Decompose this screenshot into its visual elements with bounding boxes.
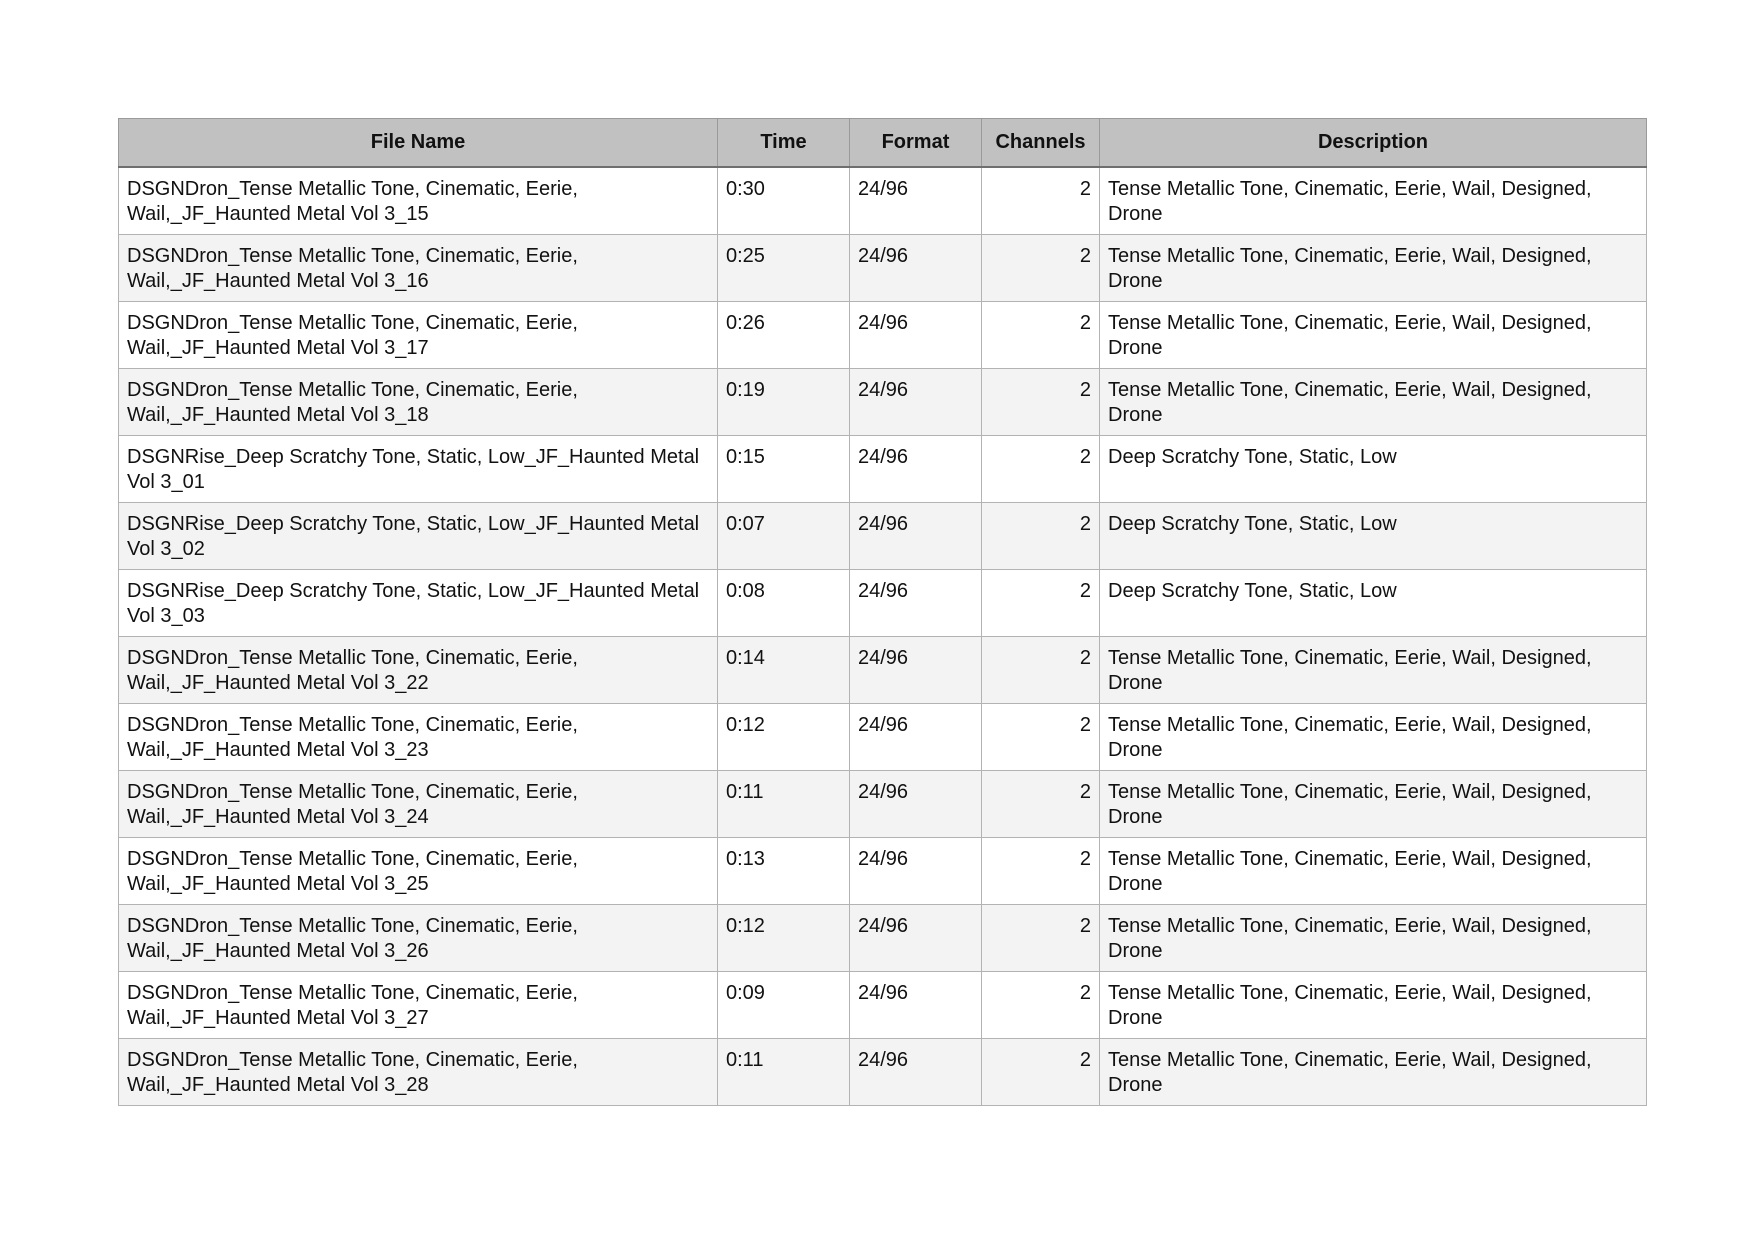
cell-time: 0:07 (718, 502, 850, 569)
cell-file-name: DSGNDron_Tense Metallic Tone, Cinematic, Eerie, Wail,_JF_Haunted Metal Vol 3_26 (119, 904, 718, 971)
cell-file-name: DSGNRise_Deep Scratchy Tone, Static, Low_JF_Haunted Metal Vol 3_01 (119, 435, 718, 502)
cell-description: Tense Metallic Tone, Cinematic, Eerie, Wail, Designed, Drone (1100, 837, 1647, 904)
cell-channels: 2 (982, 971, 1100, 1038)
cell-time: 0:15 (718, 435, 850, 502)
cell-channels: 2 (982, 167, 1100, 234)
cell-channels: 2 (982, 435, 1100, 502)
cell-description: Tense Metallic Tone, Cinematic, Eerie, Wail, Designed, Drone (1100, 234, 1647, 301)
table-row (119, 234, 1647, 301)
column-header-format: Format (850, 119, 982, 168)
table-row (119, 502, 1647, 569)
cell-file-name: DSGNDron_Tense Metallic Tone, Cinematic, Eerie, Wail,_JF_Haunted Metal Vol 3_15 (119, 167, 718, 234)
cell-description: Tense Metallic Tone, Cinematic, Eerie, Wail, Designed, Drone (1100, 167, 1647, 234)
cell-time: 0:14 (718, 636, 850, 703)
cell-format: 24/96 (850, 435, 982, 502)
cell-format: 24/96 (850, 904, 982, 971)
cell-channels: 2 (982, 1038, 1100, 1105)
cell-format: 24/96 (850, 837, 982, 904)
cell-time: 0:09 (718, 971, 850, 1038)
cell-format: 24/96 (850, 971, 982, 1038)
cell-format: 24/96 (850, 703, 982, 770)
cell-time: 0:30 (718, 167, 850, 234)
cell-file-name: DSGNDron_Tense Metallic Tone, Cinematic, Eerie, Wail,_JF_Haunted Metal Vol 3_28 (119, 1038, 718, 1105)
column-header-channels: Channels (982, 119, 1100, 168)
cell-file-name: DSGNDron_Tense Metallic Tone, Cinematic, Eerie, Wail,_JF_Haunted Metal Vol 3_25 (119, 837, 718, 904)
cell-file-name: DSGNRise_Deep Scratchy Tone, Static, Low_JF_Haunted Metal Vol 3_02 (119, 502, 718, 569)
cell-file-name: DSGNDron_Tense Metallic Tone, Cinematic, Eerie, Wail,_JF_Haunted Metal Vol 3_17 (119, 301, 718, 368)
cell-time: 0:19 (718, 368, 850, 435)
cell-description: Tense Metallic Tone, Cinematic, Eerie, Wail, Designed, Drone (1100, 636, 1647, 703)
column-header-file-name: File Name (119, 119, 718, 168)
cell-description: Tense Metallic Tone, Cinematic, Eerie, Wail, Designed, Drone (1100, 770, 1647, 837)
cell-format: 24/96 (850, 301, 982, 368)
cell-description: Tense Metallic Tone, Cinematic, Eerie, Wail, Designed, Drone (1100, 971, 1647, 1038)
cell-channels: 2 (982, 837, 1100, 904)
cell-file-name: DSGNDron_Tense Metallic Tone, Cinematic, Eerie, Wail,_JF_Haunted Metal Vol 3_27 (119, 971, 718, 1038)
cell-file-name: DSGNDron_Tense Metallic Tone, Cinematic, Eerie, Wail,_JF_Haunted Metal Vol 3_22 (119, 636, 718, 703)
cell-channels: 2 (982, 703, 1100, 770)
cell-description: Tense Metallic Tone, Cinematic, Eerie, Wail, Designed, Drone (1100, 904, 1647, 971)
cell-file-name: DSGNDron_Tense Metallic Tone, Cinematic, Eerie, Wail,_JF_Haunted Metal Vol 3_16 (119, 234, 718, 301)
cell-time: 0:12 (718, 904, 850, 971)
cell-channels: 2 (982, 368, 1100, 435)
cell-channels: 2 (982, 234, 1100, 301)
cell-description: Tense Metallic Tone, Cinematic, Eerie, Wail, Designed, Drone (1100, 368, 1647, 435)
cell-channels: 2 (982, 904, 1100, 971)
cell-format: 24/96 (850, 234, 982, 301)
cell-time: 0:12 (718, 703, 850, 770)
cell-format: 24/96 (850, 502, 982, 569)
header-row (119, 119, 1647, 168)
table-row (119, 837, 1647, 904)
cell-description: Deep Scratchy Tone, Static, Low (1100, 435, 1647, 502)
cell-time: 0:13 (718, 837, 850, 904)
cell-channels: 2 (982, 502, 1100, 569)
table-row (119, 368, 1647, 435)
file-list-sheet (118, 118, 1646, 1106)
table-row (119, 971, 1647, 1038)
cell-file-name: DSGNRise_Deep Scratchy Tone, Static, Low_JF_Haunted Metal Vol 3_03 (119, 569, 718, 636)
table-header (119, 119, 1647, 168)
table-row (119, 703, 1647, 770)
table-row (119, 167, 1647, 234)
cell-channels: 2 (982, 770, 1100, 837)
cell-description: Tense Metallic Tone, Cinematic, Eerie, Wail, Designed, Drone (1100, 301, 1647, 368)
column-header-description: Description (1100, 119, 1647, 168)
cell-time: 0:11 (718, 1038, 850, 1105)
file-table (118, 118, 1647, 1106)
cell-time: 0:26 (718, 301, 850, 368)
table-row (119, 770, 1647, 837)
column-header-time: Time (718, 119, 850, 168)
cell-description: Tense Metallic Tone, Cinematic, Eerie, Wail, Designed, Drone (1100, 1038, 1647, 1105)
table-body (119, 167, 1647, 1105)
table-row (119, 301, 1647, 368)
cell-format: 24/96 (850, 770, 982, 837)
cell-format: 24/96 (850, 569, 982, 636)
table-row (119, 1038, 1647, 1105)
table-row (119, 569, 1647, 636)
cell-channels: 2 (982, 636, 1100, 703)
cell-file-name: DSGNDron_Tense Metallic Tone, Cinematic, Eerie, Wail,_JF_Haunted Metal Vol 3_18 (119, 368, 718, 435)
cell-time: 0:11 (718, 770, 850, 837)
cell-time: 0:08 (718, 569, 850, 636)
cell-description: Deep Scratchy Tone, Static, Low (1100, 569, 1647, 636)
table-row (119, 636, 1647, 703)
table-row (119, 435, 1647, 502)
cell-format: 24/96 (850, 1038, 982, 1105)
cell-file-name: DSGNDron_Tense Metallic Tone, Cinematic, Eerie, Wail,_JF_Haunted Metal Vol 3_23 (119, 703, 718, 770)
cell-format: 24/96 (850, 368, 982, 435)
cell-description: Deep Scratchy Tone, Static, Low (1100, 502, 1647, 569)
table-row (119, 904, 1647, 971)
cell-description: Tense Metallic Tone, Cinematic, Eerie, Wail, Designed, Drone (1100, 703, 1647, 770)
cell-format: 24/96 (850, 167, 982, 234)
cell-time: 0:25 (718, 234, 850, 301)
cell-format: 24/96 (850, 636, 982, 703)
cell-channels: 2 (982, 301, 1100, 368)
cell-channels: 2 (982, 569, 1100, 636)
cell-file-name: DSGNDron_Tense Metallic Tone, Cinematic, Eerie, Wail,_JF_Haunted Metal Vol 3_24 (119, 770, 718, 837)
